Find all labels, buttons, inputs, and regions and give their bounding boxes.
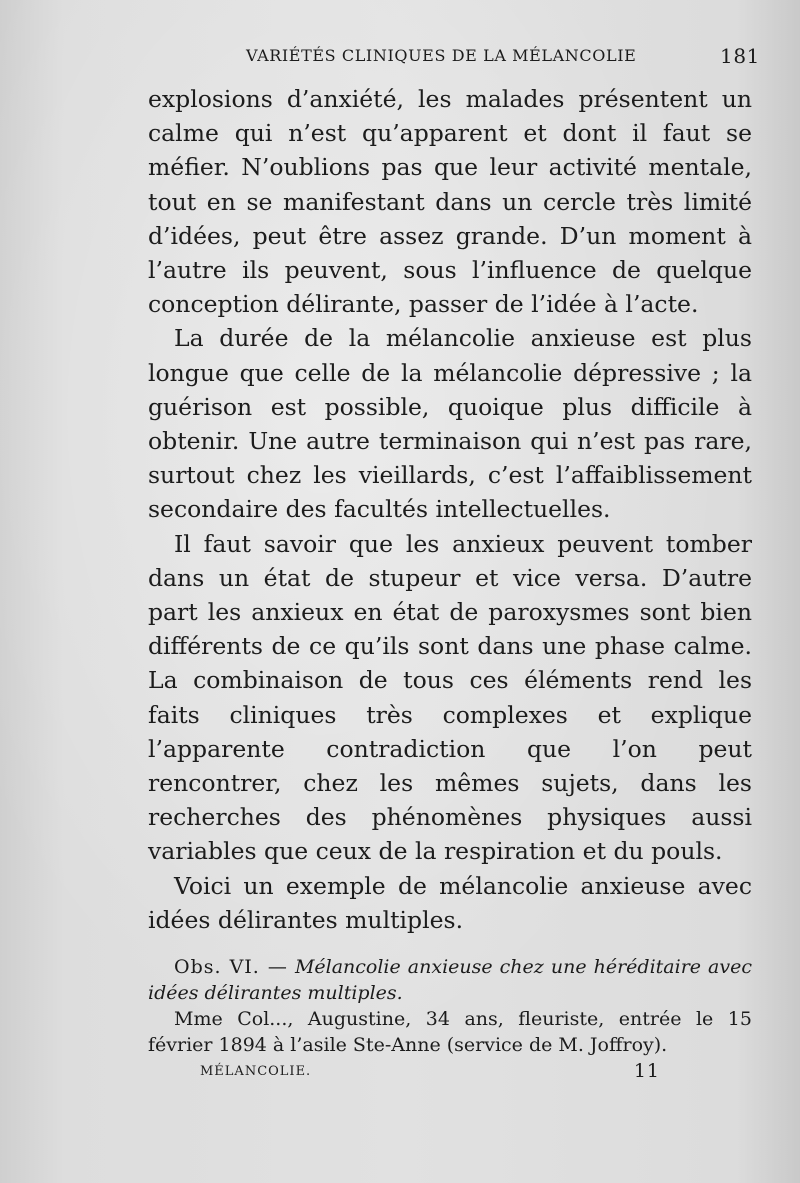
- body-text: [148, 82, 752, 937]
- observation-block: [148, 954, 752, 1058]
- observation-text: Mme Col..., Augustine, 34 ans, fleuriste, entrée le 15 février 1894 à l’asile Ste-Anne (service de M. Joffroy).: [148, 1008, 752, 1056]
- observation-heading: [148, 954, 752, 1006]
- running-head: [148, 46, 760, 72]
- paragraph-continued: explosions d’anxiété, les malades présentent un calme qui n’est qu’apparent et dont il faut se méfier. N’oublions pas que leur activité mentale, tout en se manifestant dans un cercle très limité d’idées, peut être assez grande. D’un moment à l’autre ils peuvent, sous l’influence de quelque conception délirante, passer de l’idée à l’acte.: [148, 85, 752, 319]
- running-title: VARIÉTÉS CLINIQUES DE LA MÉLANCOLIE: [246, 46, 637, 65]
- observation-title: Mélancolie anxieuse chez une héréditaire avec idées délirantes multiples.: [148, 956, 753, 1004]
- paragraph-example: Voici un exemple de mélancolie anxieuse avec idées délirantes multiples.: [148, 871, 752, 934]
- page-number: 181: [720, 44, 760, 68]
- paragraph-duration: La durée de la mélancolie anxieuse est plus longue que celle de la mélancolie dépressive ; la guérison est possible, quoique plus difficile à obtenir. Une autre terminaison qui n’est pas rare, surtout chez les vieillards, c’est l’affaiblissement secondaire des facultés intellectuelles.: [148, 324, 752, 524]
- paragraph-stupor: Il faut savoir que les anxieux peuvent tomber dans un état de stupeur et vice versa. D’autre part les anxieux en état de paroxysmes sont bien différents de ce qu’ils sont dans une phase calme. La combinaison de tous ces éléments rend les faits cliniques très complexes et explique l’apparente contradiction que l’on peut rencontrer, chez les mêmes sujets, dans les recherches des phénomènes physiques aussi variables que ceux de la respiration et du pouls.: [148, 529, 752, 866]
- page-footer: [200, 1060, 660, 1084]
- sheet-number: 11: [633, 1060, 660, 1082]
- observation-label: Obs. VI. —: [174, 956, 288, 978]
- signature-mark: MÉLANCOLIE.: [200, 1064, 312, 1079]
